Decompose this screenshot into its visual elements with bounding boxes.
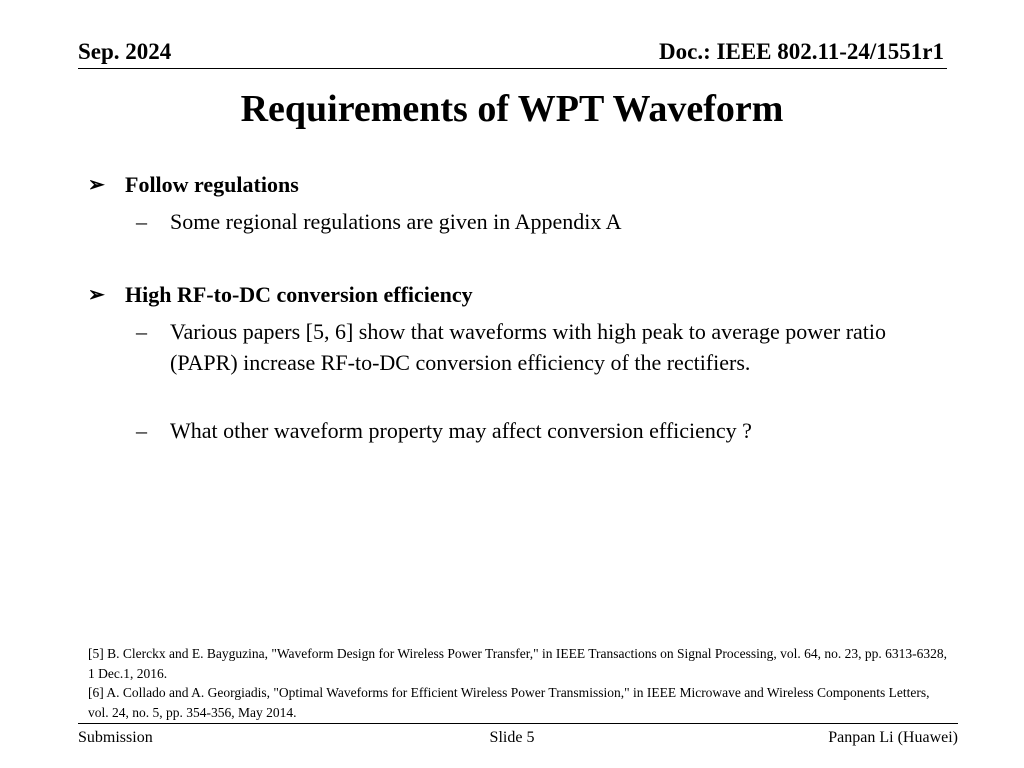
footer-rule: [78, 723, 958, 724]
bullet-follow-regulations: [88, 171, 299, 199]
bullet-label: High RF-to-DC conversion efficiency: [125, 282, 473, 307]
bullet-conversion-efficiency: [88, 281, 473, 309]
reference-item: [6] A. Collado and A. Georgiadis, "Optimal Waveforms for Efficient Wireless Power Transmission," in IEEE Microwave and Wireless Components Letters, vol. 24, no. 5, pp. 354-356, May 2014.: [88, 685, 930, 720]
sub-bullet-text: What other waveform property may affect conversion efficiency ?: [170, 418, 752, 443]
arrow-bullet-icon: ➢: [88, 284, 105, 306]
footer-submission: Submission: [78, 729, 153, 746]
sub-bullet: [136, 316, 896, 378]
sub-bullet-text: Various papers [5, 6] show that waveforms with high peak to average power ratio (PAPR) increase RF-to-DC conversion efficiency of the rectifiers.: [170, 319, 887, 375]
references: [88, 644, 948, 722]
header-doc-id: Doc.: IEEE 802.11-24/1551r1: [659, 39, 944, 64]
footer-slide-number: Slide 5: [489, 729, 535, 746]
sub-bullet-text: Some regional regulations are given in Appendix A: [170, 209, 622, 234]
sub-bullet: [136, 415, 896, 446]
footer-author: Panpan Li (Huawei): [828, 729, 958, 746]
header-rule: [78, 68, 947, 69]
bullet-label: Follow regulations: [125, 172, 299, 197]
reference-item: [5] B. Clerckx and E. Bayguzina, "Waveform Design for Wireless Power Transfer," in IEEE Transactions on Signal Processing, vol. 64, no. 23, pp. 6313-6328, 1 Dec.1, 2016.: [88, 646, 947, 681]
dash-bullet-icon: –: [136, 319, 147, 344]
dash-bullet-icon: –: [136, 209, 147, 234]
slide-title: Requirements of WPT Waveform: [240, 88, 784, 130]
dash-bullet-icon: –: [136, 418, 147, 443]
sub-bullet: [136, 206, 896, 237]
header-date: Sep. 2024: [78, 39, 172, 64]
arrow-bullet-icon: ➢: [88, 174, 105, 196]
